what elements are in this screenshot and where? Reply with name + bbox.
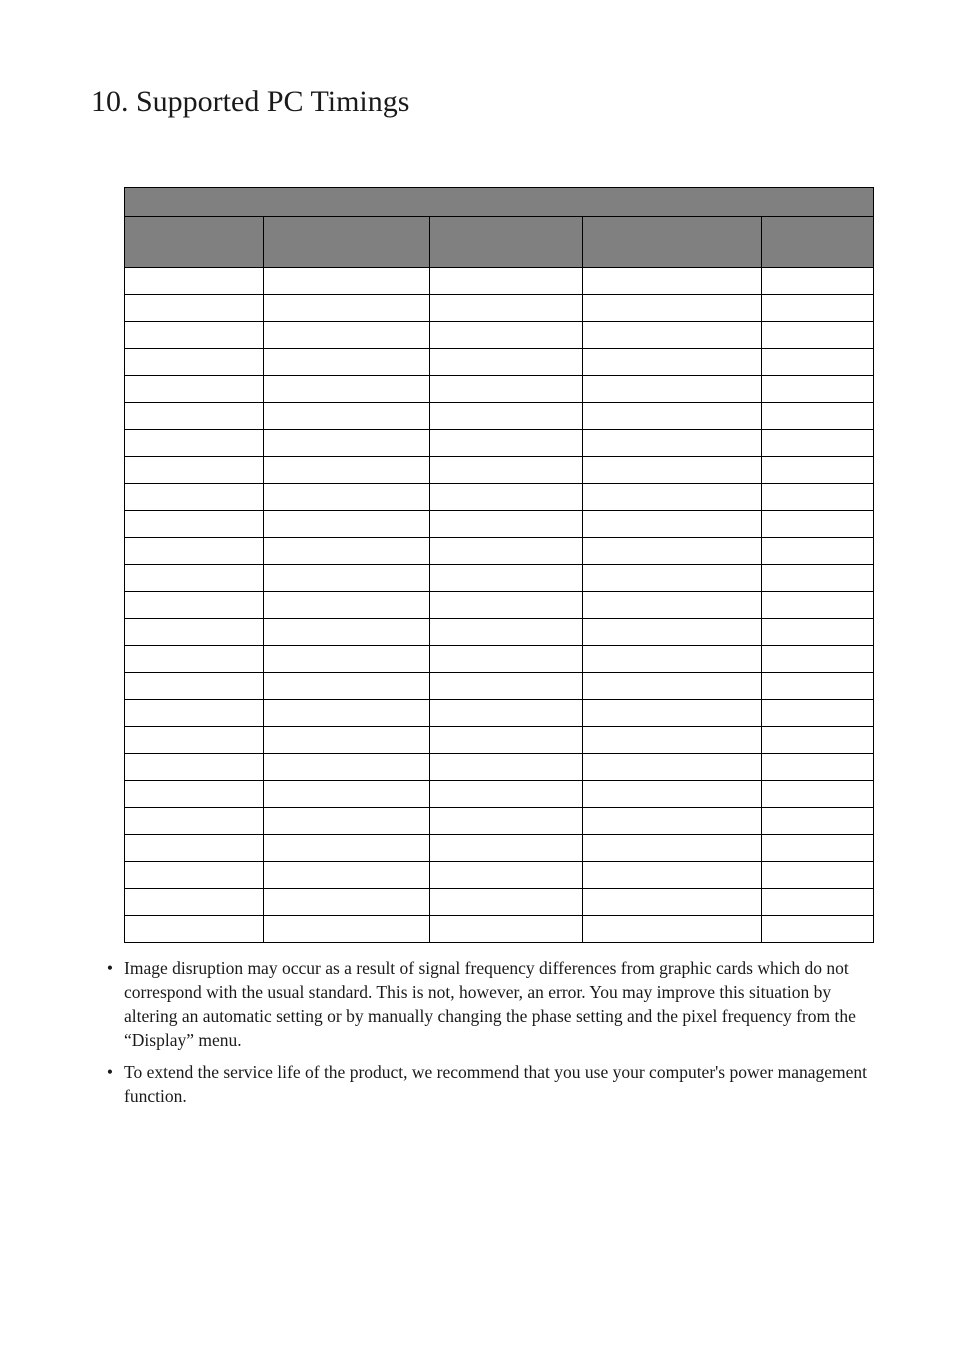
table-cell [430, 835, 583, 862]
table-cell [264, 862, 430, 889]
pc-timings-table [124, 187, 874, 943]
table-cell [125, 619, 264, 646]
notes-list [104, 956, 874, 1116]
table-cell [762, 808, 874, 835]
table-row [125, 349, 874, 376]
table-cell [264, 457, 430, 484]
table-cell [583, 700, 762, 727]
table-cell [125, 484, 264, 511]
table-header-row [125, 217, 874, 268]
table-cell [583, 835, 762, 862]
table-cell [762, 322, 874, 349]
table-cell [264, 889, 430, 916]
table-cell [762, 889, 874, 916]
table-cell [430, 862, 583, 889]
table-cell [762, 916, 874, 943]
table-cell [583, 673, 762, 700]
table-row [125, 781, 874, 808]
table-cell [264, 916, 430, 943]
table-cell [264, 835, 430, 862]
table-cell [583, 727, 762, 754]
table-cell [430, 484, 583, 511]
table-row [125, 646, 874, 673]
table-row [125, 592, 874, 619]
table-cell [762, 727, 874, 754]
table-cell [583, 808, 762, 835]
table-cell [583, 592, 762, 619]
table-cell [125, 835, 264, 862]
table-cell [762, 349, 874, 376]
table-cell [264, 430, 430, 457]
table-cell [125, 565, 264, 592]
table-row [125, 727, 874, 754]
table-cell [583, 430, 762, 457]
table-body [125, 268, 874, 943]
table-cell [583, 322, 762, 349]
table-cell [125, 538, 264, 565]
table-row [125, 862, 874, 889]
table-cell [264, 619, 430, 646]
table-cell [583, 349, 762, 376]
table-cell [125, 511, 264, 538]
table-cell [583, 295, 762, 322]
table-cell [264, 646, 430, 673]
column-header [125, 217, 264, 268]
table-cell [264, 511, 430, 538]
table-cell [264, 808, 430, 835]
table-cell [583, 646, 762, 673]
note-item [104, 956, 874, 1052]
table-cell [762, 754, 874, 781]
table-row [125, 484, 874, 511]
table-row [125, 700, 874, 727]
table-cell [583, 484, 762, 511]
table-cell [264, 376, 430, 403]
table-cell [125, 295, 264, 322]
table-cell [264, 565, 430, 592]
table-row [125, 916, 874, 943]
table-cell [125, 700, 264, 727]
column-header [264, 217, 430, 268]
table-cell [762, 511, 874, 538]
table-row [125, 754, 874, 781]
table-cell [762, 619, 874, 646]
table-cell [762, 430, 874, 457]
table-cell [762, 700, 874, 727]
table-cell [583, 862, 762, 889]
table-cell [430, 322, 583, 349]
table-cell [762, 484, 874, 511]
table-cell [430, 457, 583, 484]
table-cell [583, 754, 762, 781]
table-cell [125, 592, 264, 619]
table-row [125, 619, 874, 646]
table-banner-cell [125, 188, 874, 217]
table-cell [125, 268, 264, 295]
table-cell [264, 484, 430, 511]
table-cell [264, 592, 430, 619]
table-cell [430, 727, 583, 754]
table-cell [430, 295, 583, 322]
column-header [583, 217, 762, 268]
table-cell [430, 619, 583, 646]
table-cell [264, 727, 430, 754]
table-cell [125, 727, 264, 754]
table-cell [762, 403, 874, 430]
table-cell [125, 322, 264, 349]
table-cell [762, 862, 874, 889]
table-cell [125, 349, 264, 376]
table-cell [583, 538, 762, 565]
table-cell [430, 889, 583, 916]
table-cell [762, 457, 874, 484]
table-row [125, 835, 874, 862]
table-cell [430, 376, 583, 403]
table-cell [125, 889, 264, 916]
table-row [125, 430, 874, 457]
table-cell [264, 322, 430, 349]
table-cell [430, 673, 583, 700]
table-cell [430, 781, 583, 808]
table-cell [762, 268, 874, 295]
table-cell [430, 403, 583, 430]
table-cell [264, 538, 430, 565]
table-cell [125, 457, 264, 484]
table-cell [762, 376, 874, 403]
table-cell [125, 673, 264, 700]
table-cell [430, 349, 583, 376]
note-text: To extend the service life of the product, we recommend that you use your computer's power management function. [124, 1062, 867, 1106]
column-header [430, 217, 583, 268]
table-cell [430, 538, 583, 565]
table-cell [430, 808, 583, 835]
table-row [125, 376, 874, 403]
table-cell [264, 700, 430, 727]
table-cell [430, 700, 583, 727]
table-row [125, 457, 874, 484]
table-cell [762, 781, 874, 808]
table-cell [762, 646, 874, 673]
table-cell [125, 916, 264, 943]
table-row [125, 268, 874, 295]
table-row [125, 511, 874, 538]
table-cell [125, 862, 264, 889]
table-cell [583, 403, 762, 430]
table-cell [583, 916, 762, 943]
table-cell [583, 376, 762, 403]
table-cell [264, 349, 430, 376]
table-row [125, 322, 874, 349]
table-cell [583, 781, 762, 808]
table-cell [125, 646, 264, 673]
column-header [762, 217, 874, 268]
table-cell [125, 754, 264, 781]
page-title: 10. Supported PC Timings [91, 85, 410, 118]
table-cell [125, 781, 264, 808]
table-cell [430, 430, 583, 457]
table-row [125, 673, 874, 700]
table-cell [125, 403, 264, 430]
table-cell [264, 781, 430, 808]
table-cell [264, 268, 430, 295]
table-cell [762, 592, 874, 619]
table-cell [583, 457, 762, 484]
table-cell [430, 268, 583, 295]
table-row [125, 565, 874, 592]
table-cell [264, 295, 430, 322]
table-cell [125, 376, 264, 403]
table-banner-row [125, 188, 874, 217]
table-cell [583, 268, 762, 295]
note-item [104, 1060, 874, 1108]
table-cell [264, 754, 430, 781]
table-cell [430, 565, 583, 592]
table-cell [583, 565, 762, 592]
table-cell [430, 511, 583, 538]
table-cell [762, 565, 874, 592]
table-cell [430, 646, 583, 673]
table-cell [430, 592, 583, 619]
table-cell [583, 511, 762, 538]
table-cell [583, 889, 762, 916]
table-cell [762, 673, 874, 700]
bullet-icon: • [106, 958, 114, 978]
table-cell [125, 430, 264, 457]
table-row [125, 889, 874, 916]
table-row [125, 403, 874, 430]
bullet-icon: • [106, 1062, 114, 1082]
table-cell [264, 403, 430, 430]
table-cell [125, 808, 264, 835]
table-cell [264, 673, 430, 700]
table-row [125, 295, 874, 322]
table-cell [762, 295, 874, 322]
table-cell [583, 619, 762, 646]
table-cell [430, 916, 583, 943]
table-row [125, 808, 874, 835]
table-cell [762, 538, 874, 565]
note-text: Image disruption may occur as a result of signal frequency differences from graphic cards which do not correspond with the usual standard. This is not, however, an error. You may improve this situation by altering an automatic setting or by manually changing the phase setting and the pixel frequency from the “Display” menu. [124, 958, 856, 1050]
table-row [125, 538, 874, 565]
table-cell [762, 835, 874, 862]
table-cell [430, 754, 583, 781]
